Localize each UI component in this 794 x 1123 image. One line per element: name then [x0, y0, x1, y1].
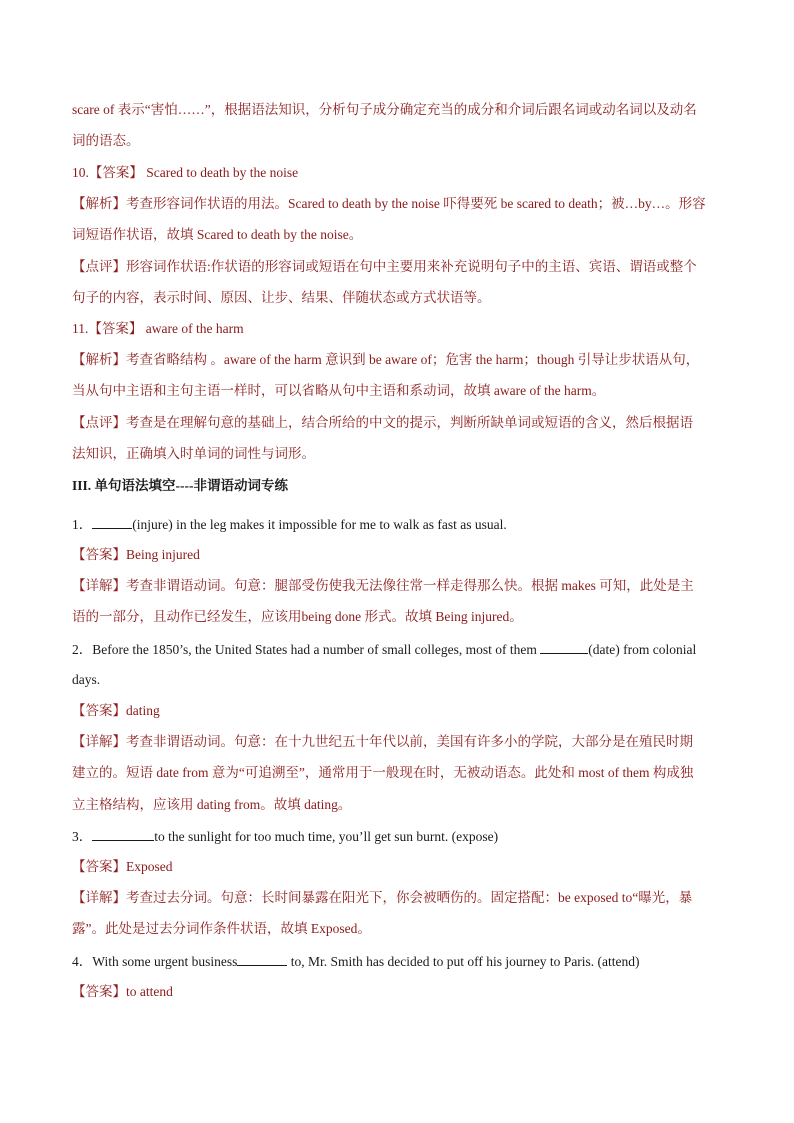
- answer-3: 【答案】Exposed: [72, 859, 173, 874]
- explanation-3: 【详解】考查过去分词。句意：长时间暴露在阳光下，你会被晒伤的。固定搭配：be exposed to“曝光，暴: [72, 890, 693, 905]
- analysis-10: 【解析】考查形容词作状语的用法。Scared to death by the noise 吓得要死 be scared to death；被…by…。形容: [72, 196, 706, 211]
- question-text: (date) from colonial: [588, 642, 697, 657]
- question-1: [72, 514, 724, 535]
- answer-4: 【答案】to attend: [72, 984, 173, 999]
- analysis-11: 【解析】考查省略结构 。aware of the harm 意识到 be aware of；危害 the harm；though 引导让步状语从句，: [72, 352, 700, 367]
- question-text: to, Mr. Smith has decided to put off his journey to Paris. (attend): [290, 954, 640, 969]
- text-line: 句子的内容，表示时间、原因、让步、结果、伴随状态或方式状语等。: [72, 290, 491, 305]
- answer-blank: [92, 826, 154, 841]
- question-4: [72, 951, 724, 972]
- answer-blank: [540, 639, 588, 654]
- text-line: 法知识，正确填入时单词的词性与词形。: [72, 446, 315, 461]
- text-line: 立主格结构，应该用 dating from。故填 dating。: [72, 797, 352, 812]
- question-text: 2．Before the 1850’s, the United States had a number of small colleges, most of them: [72, 642, 537, 657]
- explanation-2: 【详解】考查非谓语动词。句意：在十九世纪五十年代以前，美国有许多小的学院，大部分是在殖民时期: [72, 734, 693, 749]
- comment-11: 【点评】考查是在理解句意的基础上，结合所给的中文的提示，判断所缺单词或短语的含义，然后根据语: [72, 415, 693, 430]
- question-3: [72, 826, 724, 847]
- answer-blank: [92, 514, 132, 529]
- text-line: 建立的。短语 date from 意为“可追溯至”，通常用于一般现在时，无被动语态。此处和 most of them 构成独: [72, 765, 694, 780]
- explanation-1: 【详解】考查非谓语动词。句意：腿部受伤使我无法像往常一样走得那么快。根据 makes 可知，此处是主: [72, 578, 694, 593]
- answer-1: 【答案】Being injured: [72, 547, 200, 562]
- question-text: (injure) in the leg makes it impossible for me to walk as fast as usual.: [132, 517, 507, 532]
- text-line: scare of 表示“害怕……”，根据语法知识，分析句子成分确定充当的成分和介词后跟名词或动名词以及动名: [72, 102, 697, 117]
- answer-blank: [237, 951, 287, 966]
- text-line: days.: [72, 672, 101, 687]
- text-line: 词短语作状语，故填 Scared to death by the noise。: [72, 227, 363, 242]
- question-text: 4．With some urgent business: [72, 954, 238, 969]
- text-line: 语的一部分，且动作已经发生，应该用being done 形式。故填 Being injured。: [72, 609, 523, 624]
- text-line: 当从句中主语和主句主语一样时，可以省略从句中主语和系动词，故填 aware of the harm。: [72, 383, 606, 398]
- answer-2: 【答案】dating: [72, 703, 160, 718]
- question-text: to the sunlight for too much time, you’ll get sun burnt. (expose): [154, 829, 499, 844]
- question-number: 3．: [72, 829, 93, 844]
- text-line: 词的语态。: [72, 133, 140, 148]
- comment-10: 【点评】形容词作状语:作状语的形容词或短语在句中主要用来补充说明句子中的主语、宾语、谓语或整个: [72, 259, 697, 274]
- question-number: 1．: [72, 517, 93, 532]
- question-2: [72, 639, 724, 660]
- answer-10: 10.【答案】 Scared to death by the noise: [72, 165, 299, 180]
- text-line: 露”。此处是过去分词作条件状语，故填 Exposed。: [72, 921, 371, 936]
- section-heading: III. 单句语法填空----非谓语动词专练: [72, 478, 288, 493]
- answer-11: 11.【答案】 aware of the harm: [72, 321, 244, 336]
